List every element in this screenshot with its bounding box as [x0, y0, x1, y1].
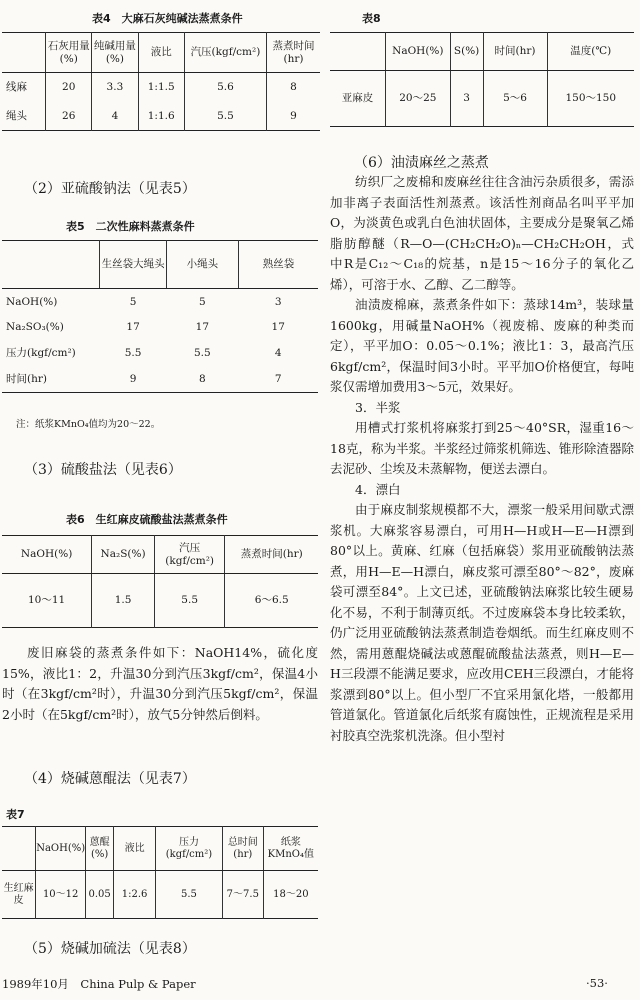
table5-cell: 17 [195, 321, 210, 334]
table7-cell: 7～7.5 [222, 871, 263, 919]
paragraph-text: 用槽式打浆机将麻浆打到25～40°SR，湿重16～18克，称为半浆。半浆经过筛浆机筛选、锥形除渣器除去泥砂、尘埃及未蒸解物，便送去漂白。 [330, 420, 634, 476]
table-row [2, 102, 320, 131]
table5-cell: 5.5 [193, 347, 211, 360]
table8-cell: 150～150 [547, 71, 634, 127]
table-row [2, 289, 318, 315]
table7-header [2, 827, 36, 871]
table4-cell: 26 [46, 102, 92, 131]
table5-note: 注：纸浆KMnO₄值均为20～22。 [16, 419, 161, 430]
page-number: ·53· [586, 976, 608, 990]
table7-cell: 0.05 [86, 871, 114, 919]
table6-cell: 6～6.5 [225, 574, 318, 628]
table4-cell: 8 [266, 73, 320, 102]
table6-header: 汽压(kgf/cm²) [154, 536, 225, 574]
table5-cell: 时间(hr) [6, 373, 47, 386]
section-heading-6: （6）油渍麻丝之蒸煮 [354, 155, 489, 171]
table8-caption: 表8 [362, 12, 381, 25]
table5-header: 熟丝袋 [238, 241, 318, 289]
table5-cell: 7 [274, 373, 282, 386]
table4-cell: 5.5 [184, 102, 266, 131]
table5-cell: NaOH(%) [6, 295, 58, 308]
table5-cell: Na₂SO₃(%) [6, 321, 64, 334]
table-row [2, 341, 318, 367]
table4-header: 汽压(kgf/cm²) [184, 33, 266, 73]
footer-journal: 1989年10月 China Pulp & Paper [2, 977, 196, 991]
table7-cell: 生红麻皮 [3, 883, 34, 906]
table4-cell: 绳头 [6, 109, 27, 122]
table4-cell: 4 [92, 102, 138, 131]
table7-cell: 1:2.6 [114, 871, 156, 919]
table-row [2, 315, 318, 341]
table4-header: 石灰用量(%) [46, 33, 92, 73]
table5-header [2, 241, 100, 289]
table5-cell: 9 [129, 373, 137, 386]
table4 [2, 32, 320, 131]
table4-caption: 表4 大麻石灰纯碱法蒸煮条件 [92, 12, 243, 25]
table5-cell: 压力(kgf/cm²) [6, 347, 76, 360]
table-row [2, 367, 318, 393]
table-row [2, 574, 318, 628]
section-heading-4: （4）烧碱蒽醌法（见表7） [24, 771, 196, 787]
table8-header: 温度(℃) [547, 33, 634, 71]
table4-cell: 3.3 [92, 73, 138, 102]
table4-cell: 1:1.5 [138, 73, 184, 102]
table4-header: 蒸煮时间(hr) [266, 33, 320, 73]
table4-cell: 1:1.6 [138, 102, 184, 131]
table8-cell: 5～6 [483, 71, 547, 127]
table7-cell: 10～12 [36, 871, 86, 919]
paragraph-text: 废旧麻袋的蒸煮条件如下：NaOH14%，硫化度15%，液比1：2，升温30分到汽压3kgf/cm²，保温4小时（在3kgf/cm²时），升温30分到汽压5kgf/cm²，保温2小时（在5kgf/cm²时），放气5分钟然后倒料。 [2, 645, 318, 722]
paragraph-text: 由于麻皮制浆规模都不大，漂浆一般采用间歇式漂浆机。大麻浆容易漂白，可用H—H或H—E—H漂到80°以上。黄麻、红麻（包括麻袋）浆用亚硫酸钠法蒸煮，用H—E—H漂白，麻皮浆可漂至80°～82°，废麻袋可漂至84°。上文已述，亚硫酸钠法麻浆比较生硬易化不易，不利于制薄页纸。不过废麻袋本身比较柔软，仍广泛用亚硫酸钠法蒸煮制造卷烟纸。而生红麻皮则不然，需用蒽醌烧碱法或蒽醌硫酸盐法蒸煮，则H—E—H三段漂不能满足要求，应改用CEH三段漂白，才能将浆漂到80°以上。但小型厂不宜采用氯化塔，一般都用管道氯化。管道氯化后纸浆有腐蚀性，正规流程是采用衬胶真空洗浆机洗涤。但小型衬 [330, 502, 634, 743]
table7-caption: 表7 [6, 808, 25, 821]
table6-cell: 5.5 [154, 574, 225, 628]
table4-cell: 线麻 [6, 81, 27, 94]
table4-header [2, 33, 46, 73]
paragraph-text: 纺织厂之废棉和废麻丝往往含油污杂质很多，需添加非离子表面活性剂蒸煮。该活性剂商品名叫平平加O，为淡黄色或乳白色油状固体，主要成分是聚氧乙烯脂肪醇醚（R—O—(CH₂CH₂O)ₙ—CH₂CH₂OH，式中R是C₁₂～C₁₈的烷基，n是15～16分子的氧化乙烯），可溶于水、乙醇、乙二醇等。 [330, 174, 634, 292]
table7-header: 纸浆KMnO₄值 [263, 827, 318, 871]
table8-cell: 3 [450, 71, 483, 127]
table6-cell: 10～11 [27, 594, 66, 607]
table5-cell: 17 [126, 321, 140, 334]
table4-cell: 5.6 [184, 73, 266, 102]
table6-header: NaOH(%) [2, 536, 92, 574]
table-row [2, 871, 318, 919]
table7-header: 蒽醌(%) [86, 827, 114, 871]
table8-cell: 20～25 [385, 71, 450, 127]
table7-header: NaOH(%) [36, 827, 86, 871]
table7-cell: 18～20 [263, 871, 318, 919]
table6-caption: 表6 生红麻皮硫酸盐法蒸煮条件 [66, 513, 228, 526]
table6-header: 蒸煮时间(hr) [225, 536, 318, 574]
table7-cell: 5.5 [156, 871, 223, 919]
table6-cell: 1.5 [92, 574, 155, 628]
table8-header [330, 33, 385, 71]
table-row [2, 73, 320, 102]
table5-cell: 17 [271, 321, 285, 334]
table6 [2, 535, 318, 628]
section-heading-half-stock: 3．半浆 [355, 399, 401, 415]
section-heading-3: （3）硫酸盐法（见表6） [24, 462, 182, 478]
paragraph-waste-bags [2, 643, 318, 725]
table5-cell: 8 [199, 373, 206, 386]
table7-header: 液比 [114, 827, 156, 871]
table5-caption: 表5 二次性麻料蒸煮条件 [66, 220, 195, 233]
section-heading-2: （2）亚硫酸钠法（见表5） [24, 181, 196, 197]
table7 [2, 826, 318, 919]
table5-cell: 3 [274, 295, 282, 308]
table8-cell: 亚麻皮 [341, 92, 374, 105]
table-row [330, 71, 634, 127]
table4-cell: 20 [46, 73, 92, 102]
table4-cell: 9 [266, 102, 320, 131]
body-text-right [330, 172, 634, 746]
table4-header: 液比 [138, 33, 184, 73]
table5-cell: 5 [129, 295, 137, 308]
table8-header: NaOH(%) [385, 33, 450, 71]
table8 [330, 32, 634, 127]
table4-header: 纯碱用量(%) [92, 33, 138, 73]
table5 [2, 240, 318, 393]
table7-header: 总时间(hr) [222, 827, 263, 871]
section-heading-5: （5）烧碱加硫法（见表8） [24, 941, 196, 957]
table5-cell: 5.5 [124, 347, 142, 360]
table6-header: Na₂S(%) [92, 536, 155, 574]
table7-header: 压力(kgf/cm²) [156, 827, 223, 871]
table5-header: 小绳头 [166, 241, 238, 289]
section-heading-bleaching: 4．漂白 [355, 481, 401, 497]
table8-header: S(%) [450, 33, 483, 71]
table8-header: 时间(hr) [483, 33, 547, 71]
table5-cell: 5 [199, 295, 206, 308]
table5-cell: 4 [274, 347, 282, 360]
paragraph-text: 油渍废棉麻，蒸煮条件如下：蒸球14m³，装球量1600kg，用碱量NaOH%（视废棉、废麻的种类而定），平平加O：0.05～0.1%；液比1：3，最高汽压6kgf/cm²，保温时间3小时。平平加O价格便宜，每吨浆仅需增加费用3～5元，效果好。 [330, 297, 634, 394]
table5-header: 生丝袋大绳头 [100, 241, 166, 289]
